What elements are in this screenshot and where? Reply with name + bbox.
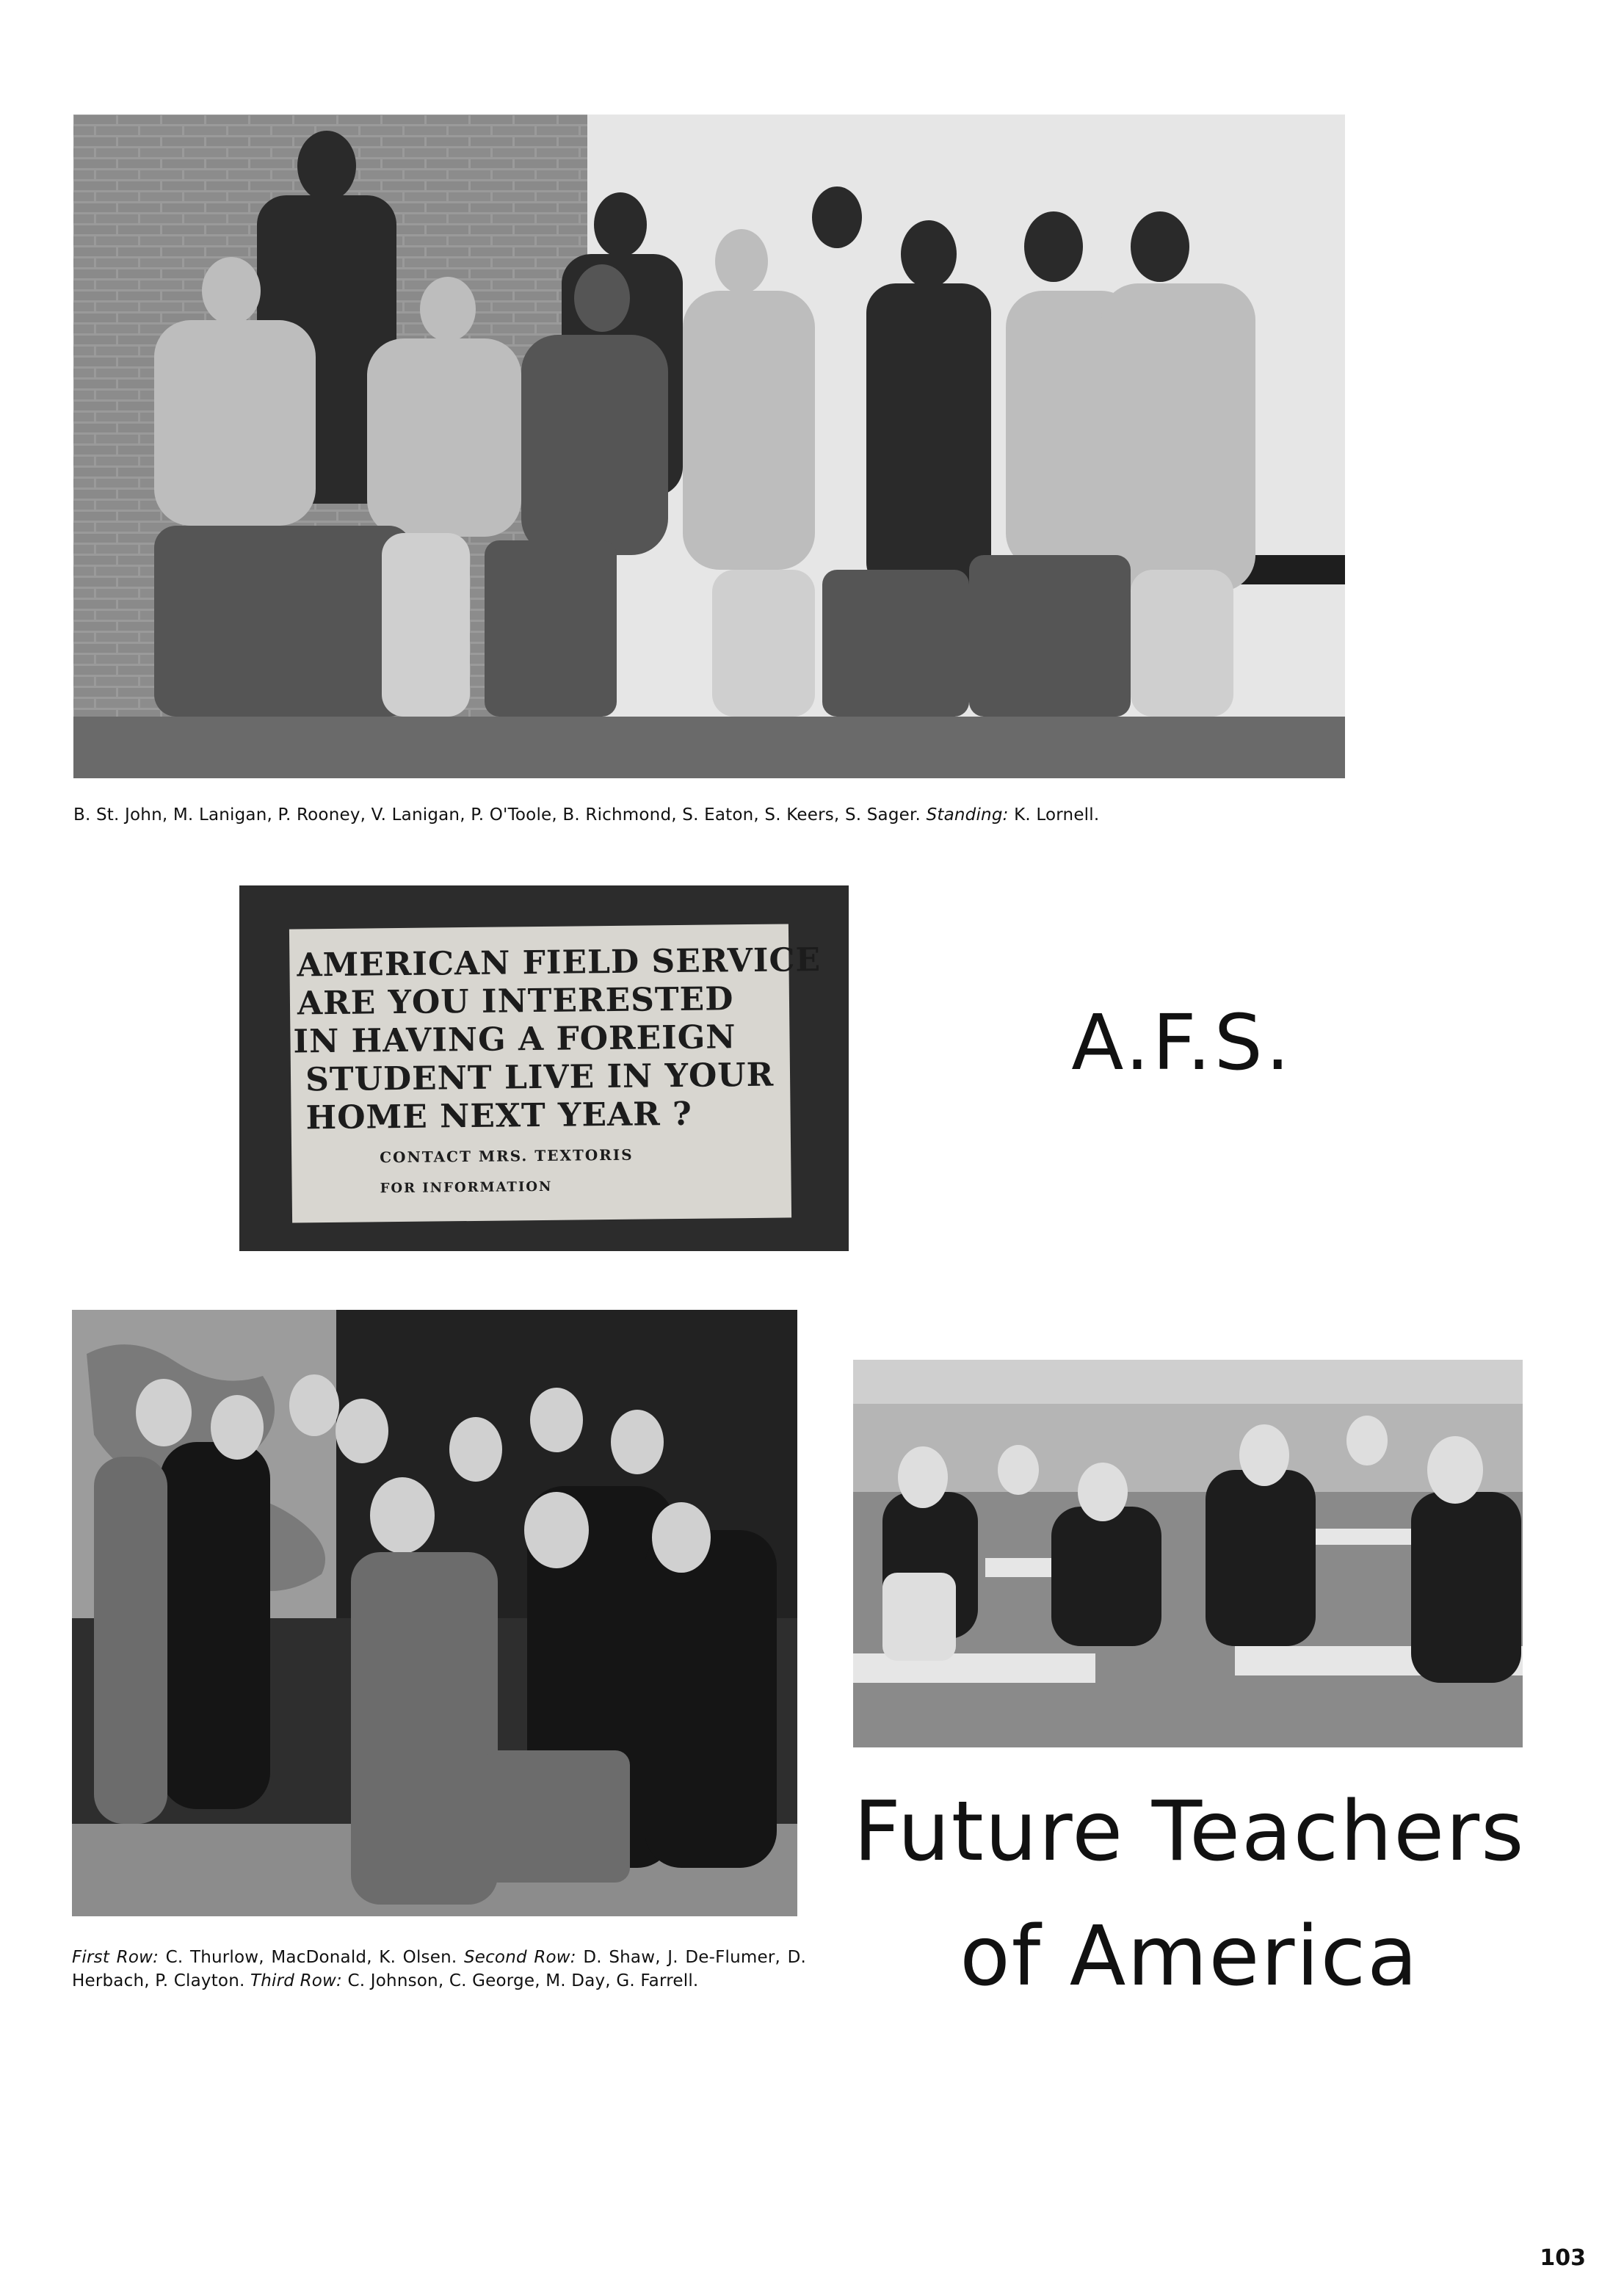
- sign-line: FOR INFORMATION: [380, 1178, 553, 1197]
- sign-line: STUDENT LIVE IN YOUR: [305, 1056, 775, 1099]
- fta-photo-caption: [72, 1946, 806, 1993]
- fta-classroom-photo: [853, 1360, 1523, 1747]
- afs-group-photo-image: [73, 115, 1345, 778]
- sign-line: CONTACT MRS. TEXTORIS: [380, 1145, 634, 1167]
- fta-caption-second-row-names: D. Shaw, J. De-Flumer, D. Herbach, P. Clayton.: [72, 1948, 807, 1990]
- fta-group-photo-image: [72, 1310, 797, 1916]
- sign-line: HOME NEXT YEAR ?: [305, 1095, 693, 1137]
- fta-caption-first-row-names: C. Thurlow, MacDonald, K. Olsen.: [165, 1948, 457, 1967]
- fta-caption-third-row-names: C. Johnson, C. George, M. Day, G. Farrell.: [347, 1971, 699, 1990]
- afs-group-photo: [73, 115, 1345, 778]
- afs-heading: A.F.S.: [1071, 998, 1293, 1087]
- page-number: 103: [1540, 2245, 1586, 2271]
- fta-caption-second-row-label: Second Row:: [463, 1948, 576, 1967]
- fta-heading-line2: of America: [960, 1909, 1419, 2004]
- fta-heading-line1: Future Teachers: [853, 1784, 1526, 1880]
- afs-caption-standing-label: Standing:: [926, 805, 1009, 825]
- sign-line: ARE YOU INTERESTED: [297, 980, 734, 1023]
- fta-classroom-photo-image: [853, 1360, 1523, 1747]
- afs-photo-caption: [73, 803, 1366, 827]
- fta-group-photo: [72, 1310, 797, 1916]
- fta-caption-first-row-label: First Row:: [72, 1948, 159, 1967]
- afs-caption-standing-names: K. Lornell.: [1014, 805, 1100, 825]
- fta-caption-third-row-label: Third Row:: [250, 1971, 342, 1990]
- afs-sign-photo: [239, 885, 849, 1251]
- sign-line: AMERICAN FIELD SERVICE: [297, 941, 822, 985]
- afs-sign-poster: [289, 924, 822, 1222]
- afs-caption-names: B. St. John, M. Lanigan, P. Rooney, V. Lanigan, P. O'Toole, B. Richmond, S. Eaton, S. Keers, S. Sager.: [73, 805, 921, 825]
- sign-line: IN HAVING A FOREIGN: [293, 1018, 736, 1061]
